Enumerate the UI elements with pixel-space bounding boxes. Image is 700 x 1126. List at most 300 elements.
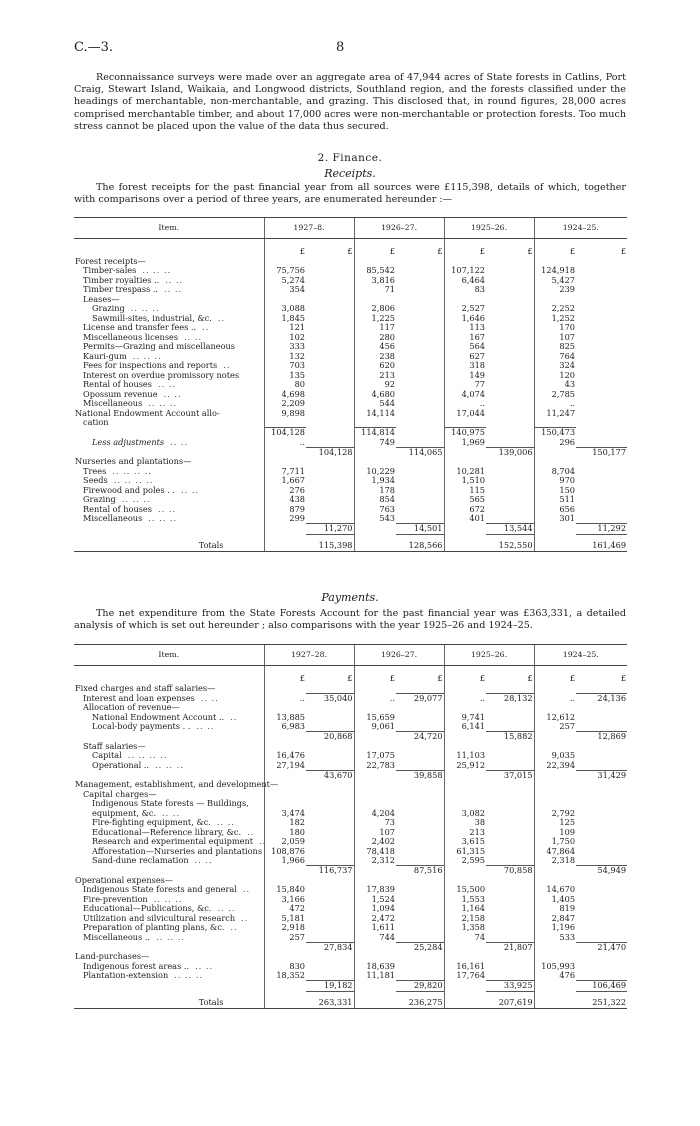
col-header-year: 1927–28. [264,645,354,666]
cell-value: 114,814 [354,428,396,438]
row-label-text: Grazing [83,494,116,504]
row-label-text: Research and experimental equipment [92,836,254,846]
totals-spacer [354,534,396,551]
cell-value [576,495,627,505]
cell-value [396,914,444,924]
cell-value [354,732,396,742]
cell-value [486,314,534,324]
cell-value: 135 [264,371,306,381]
cell-value [354,524,396,535]
cell-value [396,342,444,352]
row-label [74,438,264,448]
cell-value: .. [264,693,306,703]
cell-value [534,447,576,457]
cell-value: 74 [444,933,486,943]
cell-value: 2,312 [354,856,396,866]
cell-value [306,914,354,924]
cell-value [306,703,354,713]
cell-value [306,342,354,352]
cell-value [396,323,444,333]
row-label [74,981,264,992]
cell-value [486,952,534,962]
currency-symbol: £ [527,673,533,683]
cell-value [486,684,534,694]
cell-value [486,742,534,752]
cell-value [576,314,627,324]
cell-value [396,790,444,800]
cell-value [534,770,576,780]
row-label-text: Staff salaries— [83,740,146,751]
cell-value: 116,737 [306,866,354,876]
cell-value: 117 [354,323,396,333]
cell-value: 543 [354,514,396,524]
cell-value [576,486,627,496]
cell-value: 61,315 [444,847,486,857]
cell-value [576,276,627,286]
table-row [74,780,627,790]
cell-value: 2,785 [534,390,576,400]
cell-value [306,276,354,286]
col-header-year: 1924–25. [534,645,627,666]
cell-value [534,981,576,992]
cell-value [576,818,627,828]
cell-value [576,751,627,761]
totals-spacer [264,534,306,551]
cell-value [354,790,396,800]
cell-value [306,895,354,905]
cell-value: 1,646 [444,314,486,324]
cell-value [306,418,354,428]
cell-value: 280 [354,333,396,343]
row-leader: .. .. [157,379,176,389]
cell-value [534,790,576,800]
table-row [74,799,627,809]
cell-value [396,847,444,857]
row-label-text: Educational—Reference library, &c. [92,826,242,837]
cell-value [486,933,534,943]
report-code: C.—3. [74,40,114,55]
cell-value [396,828,444,838]
cell-value [396,390,444,400]
row-label [74,524,264,535]
cell-value: 6,464 [444,276,486,286]
currency-spacer [74,666,264,684]
cell-value: 47,864 [534,847,576,857]
row-leader: .. [223,360,231,370]
cell-value [354,447,396,457]
cell-value [396,467,444,477]
cell-value [396,352,444,362]
cell-value: 2,918 [264,923,306,933]
cell-value [264,447,306,457]
cell-value: 19,182 [306,981,354,992]
row-leader: .. .. .. [121,494,151,504]
row-leader: .. .. .. [130,303,160,313]
cell-value: 333 [264,342,306,352]
cell-value: 533 [534,933,576,943]
cell-value: 819 [534,904,576,914]
cell-value [306,266,354,276]
row-leader: .. .. [165,274,184,285]
row-leader: .. [242,884,251,894]
col-header-item: Item. [74,645,264,666]
cell-value [306,304,354,314]
cell-value [444,684,486,694]
cell-value: 3,088 [264,304,306,314]
cell-value [396,780,444,790]
cell-value: 2,059 [264,837,306,847]
cell-value [264,684,306,694]
cell-value [576,476,627,486]
cell-value [306,761,354,771]
totals-value: 263,331 [306,991,354,1008]
cell-value [486,304,534,314]
cell-value: 108,876 [264,847,306,857]
currency-row [74,666,627,684]
currency-spacer [74,239,264,257]
cell-value [444,524,486,535]
row-label [74,722,264,732]
cell-value [576,390,627,400]
cell-value [306,828,354,838]
row-label-text: Forest receipts— [75,255,146,266]
cell-value [396,505,444,515]
cell-value: 150,473 [534,428,576,438]
payments-table [74,644,627,1009]
row-label-text: Interest and loan expenses [83,692,195,703]
cell-value: 38 [444,818,486,828]
cell-value: 4,074 [444,390,486,400]
cell-value [306,742,354,752]
cell-value [306,952,354,962]
cell-value [306,314,354,324]
cell-value [306,486,354,496]
cell-value: 113 [444,323,486,333]
cell-value [396,418,444,428]
row-leader: .. [259,836,267,846]
row-label-text: Educational—Publications, &c. [83,903,212,913]
row-leader: .. .. [195,960,214,971]
cell-value [444,732,486,742]
row-leader: .. [241,912,249,923]
cell-value [396,399,444,409]
cell-value [444,866,486,876]
cell-value: 104,128 [264,428,306,438]
row-label-text: Seeds [83,475,108,485]
cell-value [576,295,627,305]
cell-value [576,742,627,752]
row-label-text: Grazing [92,303,125,313]
cell-value [396,257,444,267]
row-label-text: Rental of houses [83,503,152,514]
cell-value [396,933,444,943]
cell-value [486,486,534,496]
cell-value [576,438,627,448]
cell-value [576,304,627,314]
cell-value [354,684,396,694]
row-leader: .. [230,922,238,932]
cell-value: 299 [264,514,306,524]
cell-value [306,371,354,381]
cell-value [396,438,444,448]
cell-value: 456 [354,342,396,352]
cell-value [486,467,534,477]
cell-value [306,933,354,943]
cell-value [486,409,534,419]
table-row [74,285,627,295]
cell-value: 1,750 [534,837,576,847]
row-leader: .. [230,711,238,722]
cell-value [444,981,486,992]
cell-value [354,780,396,790]
cell-value: 18,639 [354,962,396,972]
cell-value: 324 [534,361,576,371]
row-label-text: Trees [83,465,107,476]
cell-value: 107 [354,828,396,838]
row-leader: .. .. [181,484,200,495]
row-label-text: Kauri-gum [83,350,127,361]
cell-value: 830 [264,962,306,972]
row-label-text: Timber royalties .. [83,274,160,285]
cell-value [534,780,576,790]
row-label-text: Miscellaneous licenses [83,331,179,342]
cell-value [306,684,354,694]
cell-value [306,352,354,362]
cell-value [306,476,354,486]
cell-value [306,847,354,857]
currency-symbol: £ [444,239,486,257]
row-label-text: equipment, &c. [92,807,157,818]
cell-value [264,866,306,876]
cell-value [576,790,627,800]
currency-symbol: £ [437,246,443,256]
cell-value [534,866,576,876]
cell-value [486,799,534,809]
row-label-text: Local-body payments . . [92,721,191,731]
totals-value: 161,469 [576,534,627,551]
row-leader: .. .. [217,903,236,913]
cell-value: 17,075 [354,751,396,761]
cell-value: 9,741 [444,713,486,723]
cell-value: 301 [534,514,576,524]
intro-paragraph: Reconnaissance surveys were made over an aggregate area of 47,944 acres of State forests in Catlins, Port Craig, Stewart Island, Waikaia, and Longwood districts, Southland region, and the forests classified under the headings of merchantable, non-merchantable, and grazing. This disclosed that, in round figures, 28,000 acres comprised merchantable timber, and about 17,000 acres were non-merchantable or protection forests. Too much stress cannot be placed upon the value of the data thus secured. [74,72,626,132]
cell-value: 3,474 [264,809,306,819]
cell-value [486,399,534,409]
currency-symbol: £ [347,673,353,683]
currency-symbol: £ [527,246,533,256]
row-label [74,971,264,981]
cell-value: 167 [444,333,486,343]
cell-value [576,457,627,467]
cell-value: 24,720 [396,732,444,742]
row-label-text: Indigenous State forests and general [83,884,237,894]
cell-value: 2,472 [354,914,396,924]
cell-value [396,751,444,761]
cell-value: 296 [534,438,576,448]
cell-value: 3,816 [354,276,396,286]
table-row [74,761,627,771]
cell-value: 29,077 [396,693,444,703]
cell-value [306,790,354,800]
col-header-year: 1925–26. [444,645,534,666]
cell-value [264,942,306,952]
col-header-year: 1926–27. [354,218,444,239]
cell-value [306,505,354,515]
row-label-text: Allocation of revenue— [83,702,180,712]
cell-value [486,703,534,713]
cell-value [486,418,534,428]
totals-value: 251,322 [576,991,627,1008]
cell-value: 102 [264,333,306,343]
cell-value: 2,318 [534,856,576,866]
cell-value: 22,394 [534,761,576,771]
cell-value: 33,925 [486,981,534,992]
cell-value: 17,839 [354,885,396,895]
cell-value: 120 [534,371,576,381]
cell-value [354,981,396,992]
cell-value: 25,912 [444,761,486,771]
row-label-text: Utilization and silvicultural research [83,912,236,923]
row-label-text: Opossum revenue [83,388,158,399]
totals-label: Totals [74,534,264,551]
cell-value [534,732,576,742]
row-label-text: Timber trespass .. [83,284,159,294]
cell-value [396,304,444,314]
cell-value [444,942,486,952]
cell-value [306,780,354,790]
cell-value: 83 [444,285,486,295]
row-leader: .. .. [200,692,219,703]
cell-value [576,380,627,390]
cell-value: 2,847 [534,914,576,924]
cell-value [576,904,627,914]
cell-value [306,876,354,886]
cell-value [306,837,354,847]
cell-value [486,895,534,905]
cell-value [306,809,354,819]
row-leader: .. .. .. [142,265,172,275]
currency-symbol: £ [347,246,353,256]
cell-value: 92 [354,380,396,390]
row-label-text: Rental of houses [83,379,152,389]
table-row [74,933,627,943]
cell-value: 1,196 [534,923,576,933]
cell-value [306,428,354,438]
cell-value [576,352,627,362]
cell-value: 1,094 [354,904,396,914]
cell-value [306,323,354,333]
cell-value [486,505,534,515]
table-row [74,486,627,496]
payments-intro: The net expenditure from the State Forests Account for the past financial year was £363,331, a detailed analysis of which is set out hereunder ; also comparisons with the year 1925–26 and 1924–25. [74,608,626,632]
cell-value [396,923,444,933]
cell-value [396,684,444,694]
currency-symbol: £ [620,246,627,256]
row-label-text: Preparation of planting plans, &c. [83,922,225,932]
row-label-text: Operational expenses— [75,874,174,885]
row-leader: .. .. .. [155,759,184,770]
cell-value [576,761,627,771]
row-leader: .. .. .. [153,893,183,904]
cell-value [396,895,444,905]
row-label [74,761,264,771]
cell-value [396,904,444,914]
cell-value: 8,704 [534,467,576,477]
cell-value [396,409,444,419]
cell-value: 3,615 [444,837,486,847]
row-label-text: Nurseries and plantations— [75,456,192,466]
cell-value: 2,527 [444,304,486,314]
cell-value [576,342,627,352]
row-label-text: Plantation-extension [83,970,169,980]
row-label-text: Operational .. [92,759,150,770]
cell-value: 1,966 [264,856,306,866]
cell-value: 25,284 [396,942,444,952]
cell-value [486,476,534,486]
cell-value: 114,065 [396,447,444,457]
cell-value: 565 [444,495,486,505]
cell-value: 970 [534,476,576,486]
cell-value [486,847,534,857]
cell-value: 16,161 [444,962,486,972]
cell-value [306,467,354,477]
currency-symbol: £ [354,666,396,684]
cell-value [576,703,627,713]
cell-value: 17,764 [444,971,486,981]
cell-value [396,837,444,847]
cell-value: 10,229 [354,467,396,477]
cell-value: 125 [534,818,576,828]
cell-value [576,257,627,267]
row-label-text: cation [83,417,109,427]
row-leader: .. .. [216,817,235,827]
cell-value [486,257,534,267]
payments-heading: Payments. [321,591,379,604]
cell-value [576,323,627,333]
cell-value: 2,209 [264,399,306,409]
cell-value [354,942,396,952]
cell-value: 109 [534,828,576,838]
cell-value [396,495,444,505]
row-leader: .. .. .. [156,931,185,942]
cell-value: 139,006 [486,447,534,457]
cell-value: 54,949 [576,866,627,876]
row-leader: .. [202,322,210,332]
cell-value [534,524,576,535]
cell-value [306,962,354,972]
col-header-item: Item. [74,218,264,239]
row-label-text: Fixed charges and staff salaries— [75,682,216,693]
cell-value: 3,166 [264,895,306,905]
cell-value [576,876,627,886]
cell-value: 5,427 [534,276,576,286]
row-label [74,933,264,943]
cell-value [264,732,306,742]
cell-value: 178 [354,486,396,496]
cell-value: 401 [444,514,486,524]
cell-value [396,962,444,972]
cell-value: 318 [444,361,486,371]
currency-symbol: £ [264,239,306,257]
cell-value [306,361,354,371]
cell-value [486,818,534,828]
cell-value [576,399,627,409]
cell-value: 14,501 [396,524,444,535]
cell-value: 1,845 [264,314,306,324]
cell-value [486,342,534,352]
cell-value: 150,177 [576,447,627,457]
currency-symbol: £ [437,673,443,683]
